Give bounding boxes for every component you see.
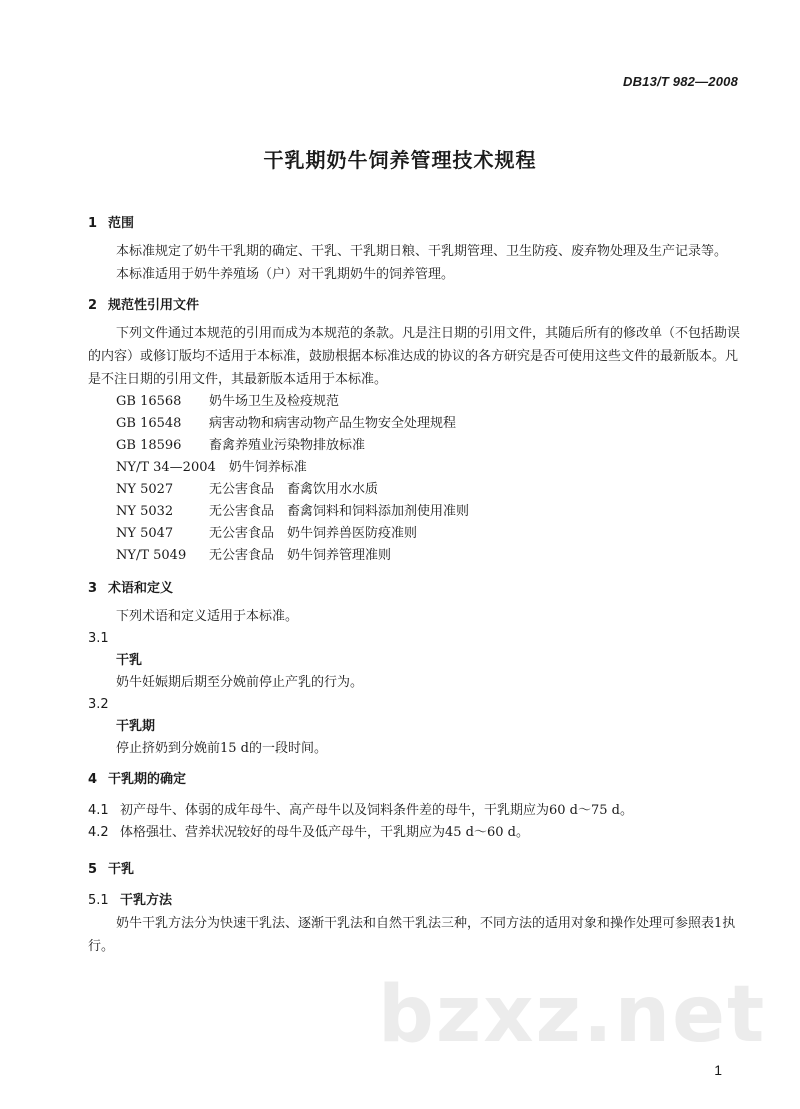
section-2-paragraph-1: 下列文件通过本规范的引用而成为本规范的条款。凡是注日期的引用文件，其随后所有的修改单（不包括勘误的内容）或修订版均不适用于本标准，鼓励根据本标准达成的协议的各方研究是否可使用这些文件的最新版本。凡是不注日期的引用文件，其最新版本适用于本标准。	[88, 326, 741, 387]
section-3-paragraph-1: 下列术语和定义适用于本标准。	[116, 609, 299, 624]
section-heading-2: 2 规范性引用文件	[88, 298, 200, 313]
reference-item: NY 5032 无公害食品 畜禽饲料和饲料添加剂使用准则	[116, 504, 470, 519]
subsection-heading-5-1: 5.1 干乳方法	[88, 893, 173, 908]
document-body	[88, 214, 740, 958]
section-heading-3: 3 术语和定义	[88, 581, 174, 596]
section-5-paragraph-1: 奶牛干乳方法分为快速干乳法、逐渐干乳法和自然干乳法三种，不同方法的适用对象和操作处理可参照表1执行。	[88, 916, 736, 954]
reference-list	[88, 391, 740, 567]
reference-item: NY 5027 无公害食品 畜禽饮用水水质	[116, 482, 379, 497]
term-name: 干乳	[116, 653, 143, 668]
watermark: bzxz.net	[378, 970, 767, 1060]
section-1-paragraph-2: 本标准适用于奶牛养殖场（户）对干乳期奶牛的饲养管理。	[116, 267, 455, 282]
term-definition: 停止挤奶到分娩前15 d的一段时间。	[116, 741, 327, 756]
term-number: 3.2	[88, 697, 109, 712]
section-heading-5: 5 干乳	[88, 862, 135, 877]
term-definition: 奶牛妊娠期后期至分娩前停止产乳的行为。	[116, 675, 364, 690]
section-heading-1: 1 范围	[88, 216, 135, 231]
term-number: 3.1	[88, 631, 109, 646]
section-1-paragraph-1: 本标准规定了奶牛干乳期的确定、干乳、干乳期日粮、干乳期管理、卫生防疫、废弃物处理及生产记录等。	[116, 244, 728, 259]
document-title: 干乳期奶牛饲养管理技术规程	[263, 148, 537, 172]
reference-item: GB 16548 病害动物和病害动物产品生物安全处理规程	[116, 416, 457, 431]
reference-item: GB 18596 畜禽养殖业污染物排放标准	[116, 438, 366, 453]
numbered-clause: 4.2 体格强壮、营养状况较好的母牛及低产母牛，干乳期应为45 d～60 d。	[88, 825, 529, 840]
reference-item: GB 16568 奶牛场卫生及检疫规范	[116, 394, 340, 409]
reference-item: NY/T 34—2004 奶牛饲养标准	[116, 460, 307, 475]
reference-item: NY/T 5049 无公害食品 奶牛饲养管理准则	[116, 548, 392, 563]
term-name: 干乳期	[116, 719, 156, 734]
section-heading-4: 4 干乳期的确定	[88, 772, 187, 787]
page-number: 1	[714, 1062, 722, 1078]
numbered-clause: 4.1 初产母牛、体弱的成年母牛、高产母牛以及饲料条件差的母牛，干乳期应为60 d～75 d。	[88, 803, 633, 818]
standard-code: DB13/T 982—2008	[622, 74, 738, 89]
reference-item: NY 5047 无公害食品 奶牛饲养兽医防疫准则	[116, 526, 418, 541]
